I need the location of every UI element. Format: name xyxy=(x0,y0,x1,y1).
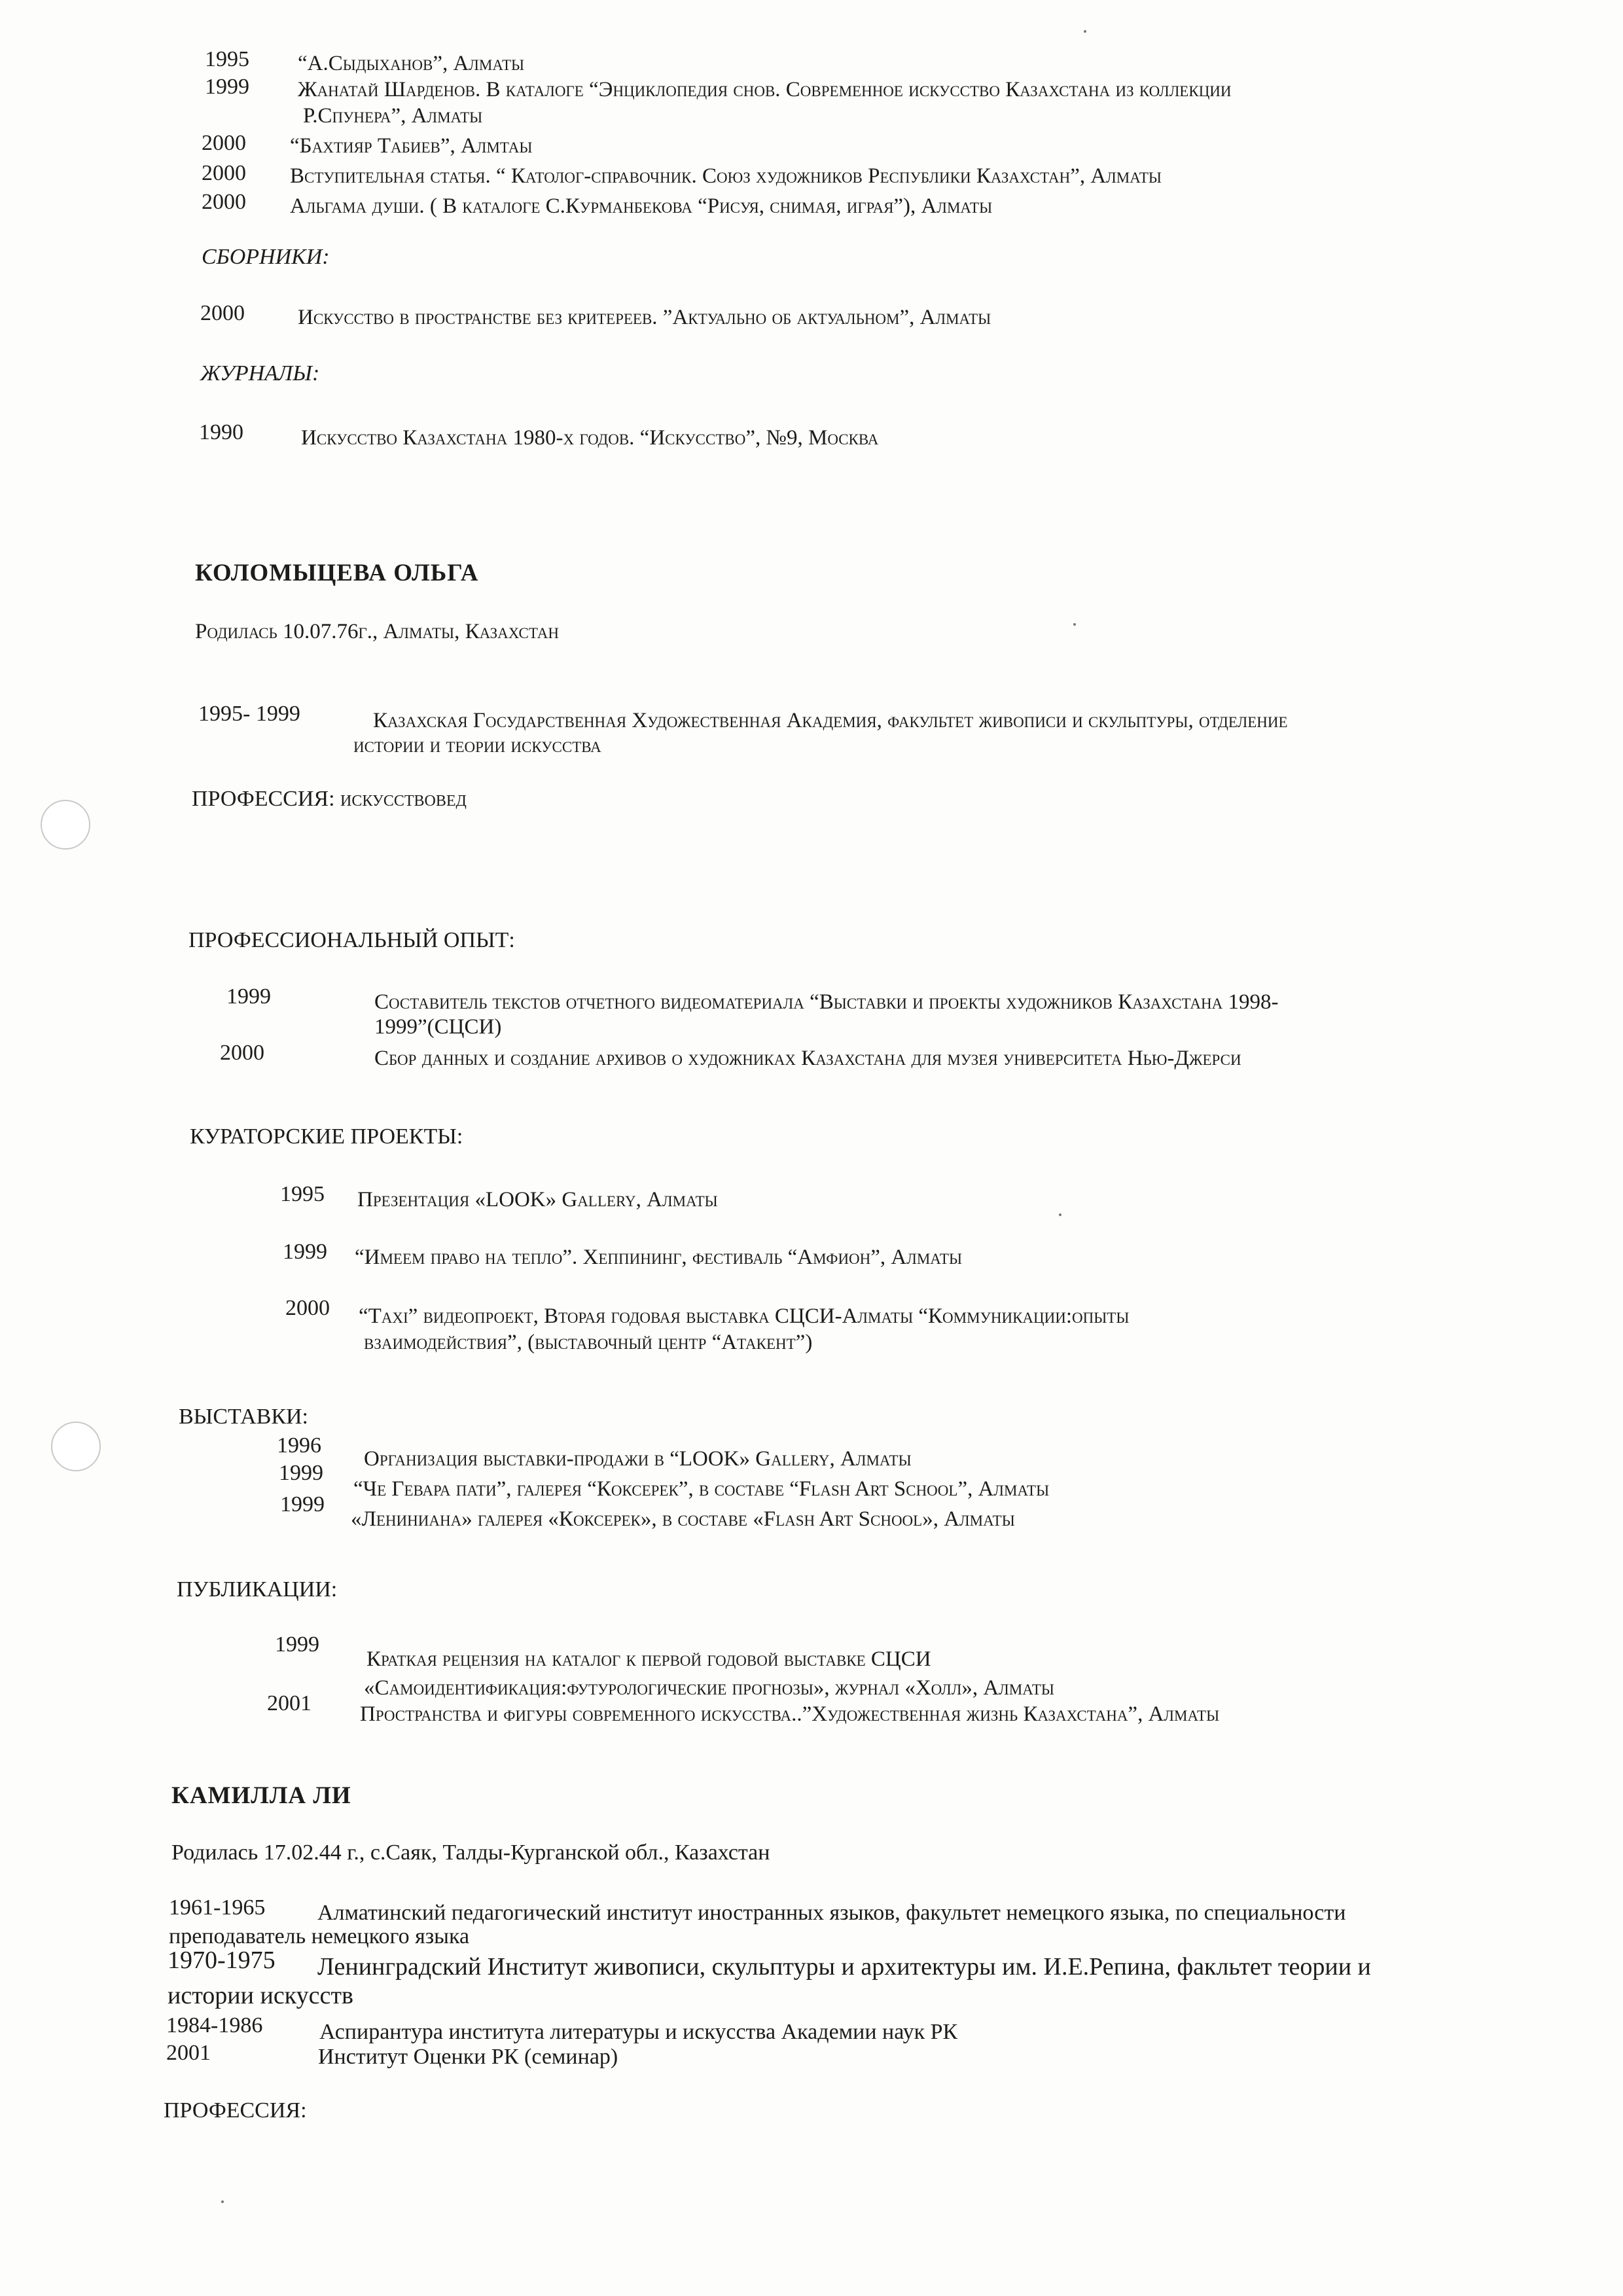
entry-year: 2000 xyxy=(200,301,245,325)
person-name: КАМИЛЛА ЛИ xyxy=(171,1782,351,1809)
entry-text: Краткая рецензия на каталог к первой годовой выставке СЦСИ xyxy=(366,1647,931,1671)
entry-year: 1995 xyxy=(280,1182,325,1206)
entry-text-continued: «Самоидентификация:футурологические прогнозы», журнал «Холл», Алматы xyxy=(364,1676,1054,1700)
education-years: 1970-1975 xyxy=(168,1946,276,1974)
entry-text-continued: 1999”(СЦСИ) xyxy=(374,1015,502,1039)
entry-text: Альгама души. ( В каталоге С.Курманбекова “Рисуя, снимая, играя”), Алматы xyxy=(290,194,993,218)
profession-value: искусствовед xyxy=(340,787,467,811)
profession-label: ПРОФЕССИЯ: xyxy=(164,2098,307,2123)
section-heading-exhibitions: ВЫСТАВКИ: xyxy=(179,1405,308,1429)
entry-text: Составитель текстов отчетного видеоматериала “Выставки и проекты художников Казахстана 1998- xyxy=(374,990,1279,1014)
scan-speck xyxy=(1059,1213,1061,1216)
education-text-continued: истории искусств xyxy=(168,1982,353,2009)
scan-speck xyxy=(1073,623,1076,626)
profession-label-text: ПРОФЕССИЯ: xyxy=(192,787,335,811)
entry-year: 1996 xyxy=(277,1433,321,1458)
education-years: 1995- 1999 xyxy=(198,702,300,726)
education-years: 1984-1986 xyxy=(166,2013,263,2037)
punch-hole-bottom xyxy=(51,1422,101,1471)
entry-year: 1990 xyxy=(199,420,243,444)
entry-text: “Taxi” видеопроект, Вторая годовая выставка СЦСИ-Алматы “Коммуникации:опыты xyxy=(359,1304,1130,1328)
entry-text-continued: взаимодействия”, (выставочный центр “Атакент”) xyxy=(364,1331,813,1354)
entry-text: “Имеем право на тепло”. Хеппининг, фестиваль “Амфион”, Алматы xyxy=(355,1246,962,1269)
entry-year: 2001 xyxy=(267,1691,312,1715)
entry-year: 1999 xyxy=(279,1461,323,1485)
education-years: 2001 xyxy=(166,2041,211,2065)
birth-info: Родилась 17.02.44 г., с.Саяк, Талды-Курганской обл., Казахстан xyxy=(171,1840,770,1865)
birth-info: Родилась 10.07.76г., Алматы, Казахстан xyxy=(195,620,559,643)
education-text: Аспирантура института литературы и искусства Академии наук РК xyxy=(319,2020,958,2044)
scan-speck xyxy=(221,2200,224,2203)
entry-year: 2000 xyxy=(202,131,246,155)
education-years: 1961-1965 xyxy=(169,1895,266,1920)
entry-year: 2000 xyxy=(202,161,246,185)
entry-year: 1999 xyxy=(275,1632,319,1657)
section-heading-publications: ПУБЛИКАЦИИ: xyxy=(177,1577,338,1602)
entry-text: «Лениниана» галерея «Коксерек», в составе «Flash Art School», Алматы xyxy=(351,1507,1015,1531)
person-name: КОЛОМЫЦЕВА ОЛЬГА xyxy=(195,560,479,586)
entry-text: Сбор данных и создание архивов о художниках Казахстана для музея университета Нью-Джерси xyxy=(374,1047,1241,1070)
entry-year: 1999 xyxy=(226,984,271,1009)
punch-hole-top xyxy=(41,800,90,850)
entry-text: “А.Сыдыханов”, Алматы xyxy=(298,52,525,75)
entry-text: Презентация «LOOK» Gallery, Алматы xyxy=(357,1188,718,1211)
entry-year: 2000 xyxy=(220,1041,264,1065)
entry-year: 2000 xyxy=(202,190,246,214)
entry-text: Искусство Казахстана 1980-х годов. “Искусство”, №9, Москва xyxy=(301,426,879,450)
education-text: Ленинградский Институт живописи, скульптуры и архитектуры им. И.Е.Репина, факльтет теории и xyxy=(317,1953,1371,1981)
section-heading-zhurnaly: ЖУРНАЛЫ: xyxy=(200,361,320,386)
entry-text: “Бахтияр Табиев”, Алмтаы xyxy=(290,134,533,158)
section-heading-sborniki: СБОРНИКИ: xyxy=(202,245,330,269)
entry-text: “Че Гевара пати”, галерея “Коксерек”, в составе “Flash Art School”, Алматы xyxy=(353,1477,1050,1501)
education-text: Алматинский педагогический институт иностранных языков, факультет немецкого языка, по специальности xyxy=(317,1901,1346,1925)
section-heading-curatorial: КУРАТОРСКИЕ ПРОЕКТЫ: xyxy=(190,1124,463,1149)
education-text: Казахская Государственная Художественная Академия, факультет живописи и скульптуры, отделение xyxy=(373,709,1288,732)
section-heading-experience: ПРОФЕССИОНАЛЬНЫЙ ОПЫТ: xyxy=(188,928,515,952)
entry-year: 1999 xyxy=(205,75,249,99)
entry-year: 2000 xyxy=(285,1296,330,1320)
entry-text: Вступительная статья. “ Католог-справочник. Союз художников Республики Казахстан”, Алматы xyxy=(290,164,1162,188)
entry-text: Организация выставки-продажи в “LOOK» Gallery, Алматы xyxy=(364,1447,912,1471)
entry-year: 1999 xyxy=(280,1492,325,1516)
entry-text: Пространства и фигуры современного искусства..”Художественная жизнь Казахстана”, Алматы xyxy=(360,1702,1220,1726)
scan-speck xyxy=(1084,30,1086,33)
entry-text-continued: Р.Спунера”, Алматы xyxy=(303,104,483,128)
education-text: Институт Оценки РК (семинар) xyxy=(318,2045,618,2069)
education-text-continued: истории и теории искусства xyxy=(353,734,601,757)
entry-text: Жанатай Шарденов. В каталоге “Энциклопедия снов. Современное искусство Казахстана из коллекции xyxy=(298,78,1232,101)
profession-label xyxy=(192,787,467,812)
entry-text: Искусство в пространстве без критереев. ”Актуально об актуальном”, Алматы xyxy=(298,306,991,329)
entry-year: 1995 xyxy=(205,47,249,71)
entry-year: 1999 xyxy=(283,1240,327,1264)
education-text-continued: преподаватель немецкого языка xyxy=(169,1924,470,1948)
